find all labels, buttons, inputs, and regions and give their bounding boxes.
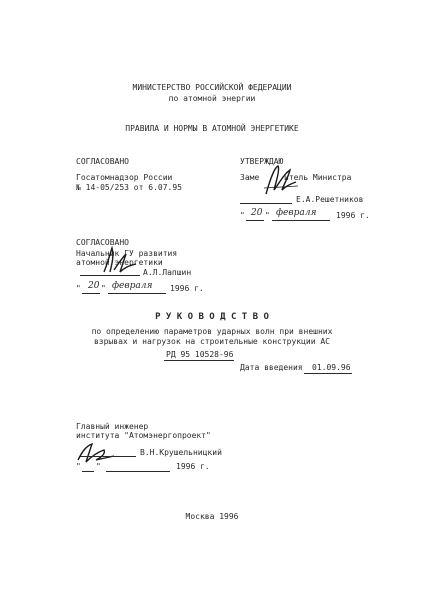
approval-right-date-quote-1: ": [240, 211, 245, 220]
approval-left2-date-month: февраля: [112, 281, 153, 291]
approval-right-date-day: 20: [251, 208, 263, 218]
approval-left2-signer: А.Л.Лапшин: [143, 268, 192, 277]
approval-left2-heading: СОГЛАСОВАНО: [76, 238, 129, 247]
signature-line-left2: [80, 275, 140, 276]
city-year: Москва 1996: [185, 512, 239, 521]
approval-right-line-1-post: итель Министра: [284, 173, 352, 182]
approval-left2-date-day: 20: [88, 281, 100, 291]
engineer-line-2: института "Атомэнергопроект": [76, 431, 211, 440]
engineer-date-day-line: [82, 471, 94, 472]
document-subtitle-1: по определению параметров ударных волн при внешних: [91, 327, 333, 336]
document-code-underline: [164, 360, 234, 361]
date-month-line-left2: [108, 293, 166, 294]
date-day-line-left2: [82, 293, 100, 294]
signature-gu-head: [100, 244, 140, 278]
approval-left2-date-quote-1: ": [76, 284, 81, 293]
intro-date-underline: [304, 373, 352, 374]
signature-line-right: [240, 203, 292, 204]
signature-deputy-minister: [260, 160, 300, 200]
document-title: Р У К О В О Д С Т В О: [155, 312, 269, 322]
approval-right-date-year: 1996 г.: [336, 211, 370, 220]
date-month-line-right: [272, 220, 330, 221]
approval-left-line-2: № 14-05/253 от 6.07.95: [76, 183, 182, 192]
engineer-date-year: 1996 г.: [176, 462, 210, 471]
intro-date-value: 01.09.96: [312, 363, 351, 372]
engineer-line-1: Главный инженер: [76, 422, 149, 431]
signature-line-engineer: [80, 456, 136, 457]
approval-right-line-1-pre: Заме: [240, 173, 260, 182]
approval-left2-date-quote-2: ": [101, 284, 106, 293]
approval-right-date-quote-2: ": [265, 211, 270, 220]
series-title: ПРАВИЛА И НОРМЫ В АТОМНОЙ ЭНЕРГЕТИКЕ: [125, 124, 299, 133]
date-day-line-right: [246, 220, 264, 221]
approval-left2-line-2: атомной энергетики: [76, 258, 163, 267]
intro-date-label: Дата введения: [240, 363, 303, 372]
engineer-date-quote-1: ": [76, 462, 81, 471]
approval-right-date-month: февраля: [276, 208, 317, 218]
approval-left2-line-1: Начальник ГУ развития: [76, 249, 178, 258]
approval-left2-date-year: 1996 г.: [170, 284, 204, 293]
approval-right-signer: Е.А.Решетников: [296, 195, 364, 204]
ministry-line-2: по атомной энергии: [168, 94, 256, 103]
approval-left-heading: СОГЛАСОВАНО: [76, 157, 129, 166]
ministry-line-1: МИНИСТЕРСТВО РОССИЙСКОЙ ФЕДЕРАЦИИ: [132, 83, 292, 92]
document-subtitle-2: взрывах и нагрузок на строительные конструкции АС: [93, 337, 330, 346]
document-code: РД 95 10528-96: [166, 350, 234, 359]
engineer-date-month-line: [106, 471, 170, 472]
approval-left-line-1: Госатомнадзор России: [76, 173, 173, 182]
approval-right-heading: УТВЕРЖДАЮ: [240, 157, 284, 166]
engineer-date-quote-2: ": [96, 462, 101, 471]
engineer-signer: В.Н.Крушельницкий: [140, 448, 222, 457]
